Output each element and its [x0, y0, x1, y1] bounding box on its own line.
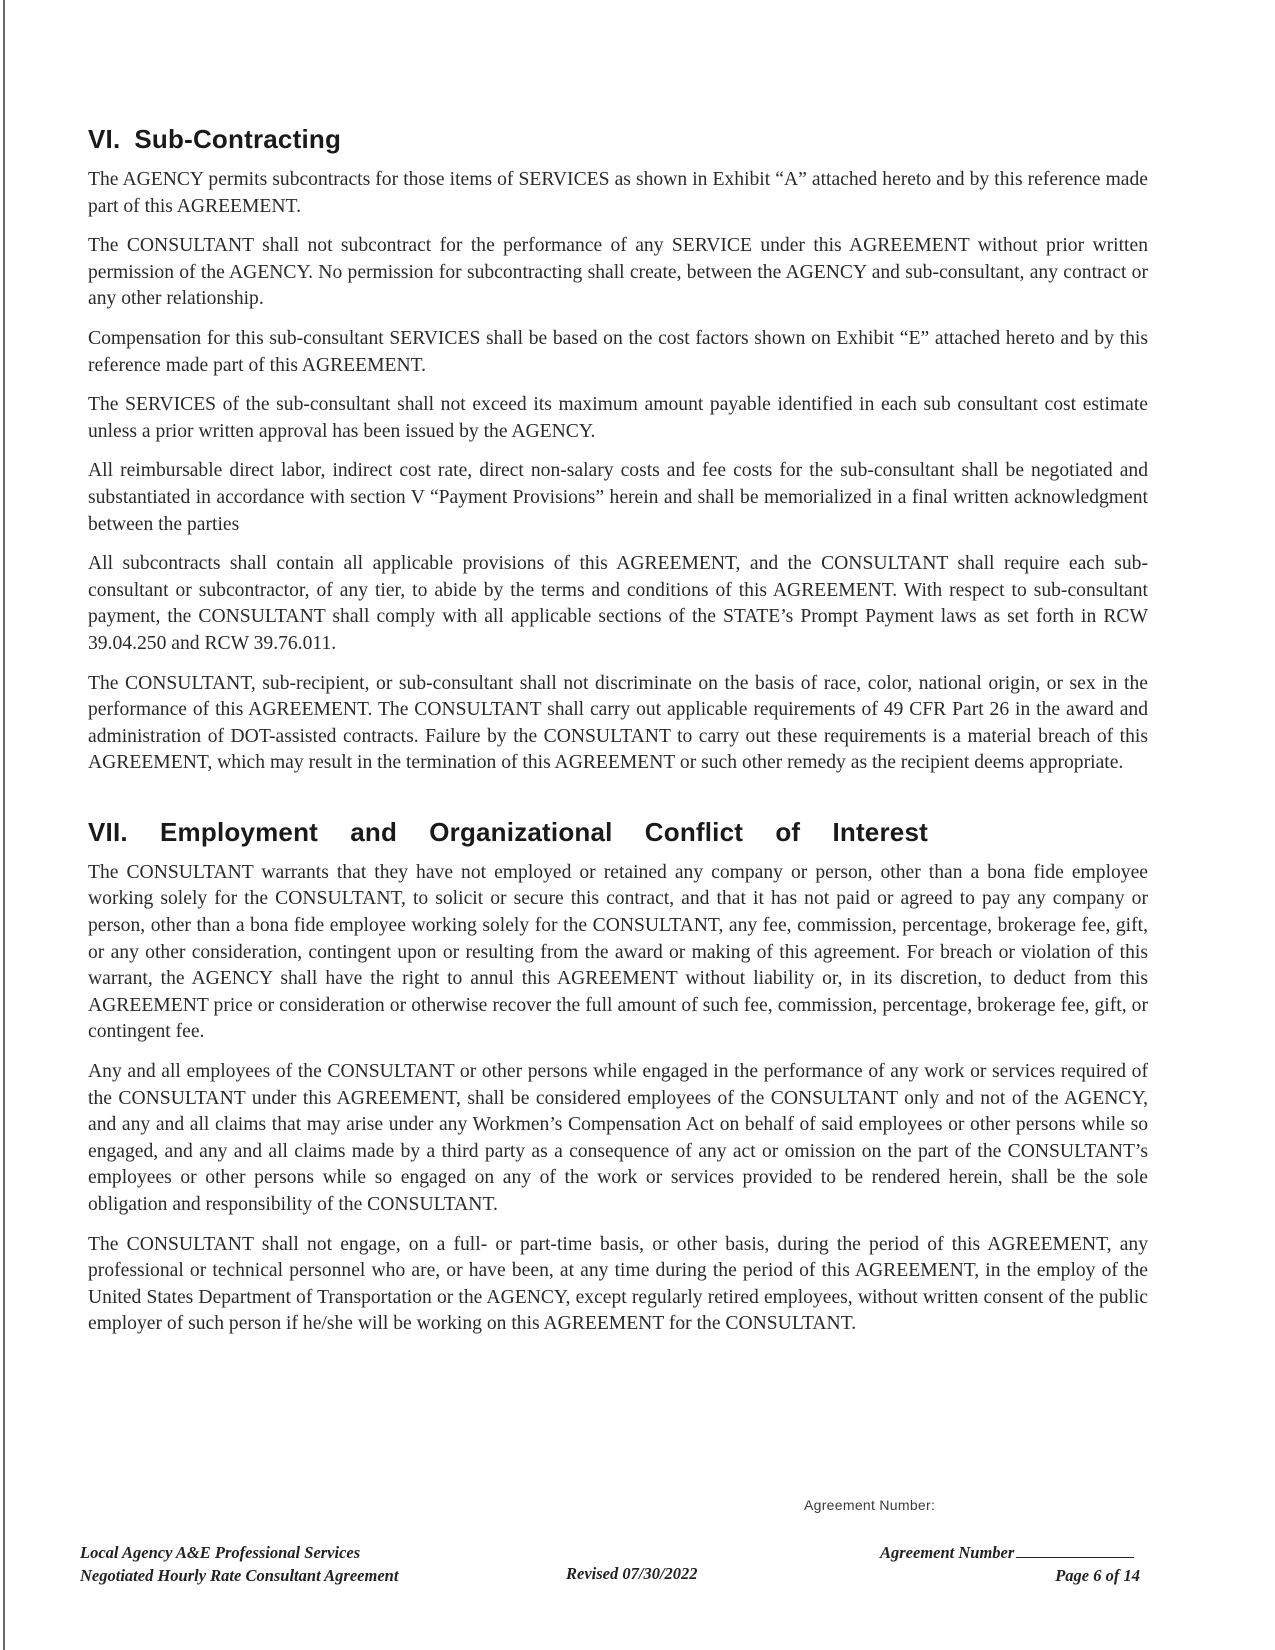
footer-title-line: Negotiated Hourly Rate Consultant Agreement — [80, 1566, 399, 1585]
section-title-word: Employment — [160, 816, 319, 847]
document-body — [88, 124, 1148, 1351]
section-title-word: Conflict — [644, 816, 744, 847]
section-title-word: of — [775, 816, 801, 847]
paragraph: The CONSULTANT shall not subcontract for the performance of any SERVICE under this AGREEMENT without prior written permission of the AGENCY. No permission for subcontracting shall create, between the AGENCY and sub-consultant, any contract or any other relationship. — [88, 235, 1148, 310]
section-heading — [88, 817, 928, 848]
footer-agreement-info — [880, 1541, 1164, 1587]
agreement-number-blank-line — [1016, 1541, 1134, 1558]
paragraph: Compensation for this sub-consultant SERVICES shall be based on the cost factors shown on Exhibit “E” attached hereto and by this reference made part of this AGREEMENT. — [88, 327, 1148, 376]
paragraph: All subcontracts shall contain all applicable provisions of this AGREEMENT, and the CONSULTANT shall require each sub-consultant or subcontractor, of any tier, to abide by the terms and conditions of this AGREEMENT. With respect to sub-consultant payment, the CONSULTANT shall comply with all applicable sections of the STATE’s Prompt Payment laws as set forth in RCW 39.04.250 and RCW 39.76.011. — [88, 553, 1148, 654]
paragraph: The AGENCY permits subcontracts for those items of SERVICES as shown in Exhibit “A” attached hereto and by this reference made part of this AGREEMENT. — [88, 169, 1148, 217]
paragraph: The SERVICES of the sub-consultant shall not exceed its maximum amount payable identified in each sub consultant cost estimate unless a prior written approval has been issued by the AGENCY. — [88, 394, 1148, 442]
section-title: Sub-Contracting — [134, 124, 342, 154]
section-title-word: Interest — [832, 816, 928, 847]
section-number: VII. — [88, 816, 128, 847]
footer-agreement-number-label: Agreement Number — [880, 1543, 1015, 1562]
agreement-number-stamp: Agreement Number: — [804, 1497, 936, 1513]
section-number: VI. — [88, 124, 121, 154]
section-title-word: Organizational — [429, 816, 613, 847]
paragraph: The CONSULTANT warrants that they have not employed or retained any company or person, other than a bona fide employee working solely for the CONSULTANT, to solicit or secure this contract, and that it has not paid or agreed to pay any company or person, other than a bona fide employee working solely for the CONSULTANT, any fee, commission, percentage, brokerage fee, gift, or any other consideration, contingent upon or resulting from the award or making of this agreement. For breach or violation of this warrant, the AGENCY shall have the right to annul this AGREEMENT without liability or, in its discretion, to deduct from this AGREEMENT price or consideration or otherwise recover the full amount of such fee, commission, percentage, brokerage fee, gift, or contingent fee. — [88, 861, 1148, 1043]
paragraph: All reimbursable direct labor, indirect cost rate, direct non-salary costs and fee costs for the sub-consultant shall be negotiated and substantiated in accordance with section V “Payment Provisions” herein and shall be memorialized in a final written acknowledgment between the parties — [88, 460, 1148, 535]
paragraph: The CONSULTANT shall not engage, on a full- or part-time basis, or other basis, during the period of this AGREEMENT, any professional or technical personnel who are, or have been, at any time during the period of this AGREEMENT, in the employ of the United States Department of Transportation or the AGENCY, except regularly retired employees, without written consent of the public employer of such person if he/she will be working on this AGREEMENT for the CONSULTANT. — [88, 1233, 1148, 1335]
paragraph: The CONSULTANT, sub-recipient, or sub-consultant shall not discriminate on the basis of race, color, national origin, or sex in the performance of this AGREEMENT. The CONSULTANT shall carry out applicable requirements of 49 CFR Part 26 in the award and administration of DOT-assisted contracts. Failure by the CONSULTANT to carry out these requirements is a material breach of this AGREEMENT, which may result in the termination of this AGREEMENT or such other remedy as the recipient deems appropriate. — [88, 672, 1148, 774]
section-sub-contracting — [88, 124, 1148, 777]
paragraph: Any and all employees of the CONSULTANT or other persons while engaged in the performance of any work or services required of the CONSULTANT under this AGREEMENT, shall be considered employees of the CONSULTANT only and not of the AGENCY, and any and all claims that may arise under any Workmen’s Compensation Act on behalf of said employees or other persons while so engaged, and any and all claims made by a third party as a consequence of any act or omission on the part of the CONSULTANT’s employees or other persons while so engaged on any of the work or services provided to be rendered herein, shall be the sole obligation and responsibility of the CONSULTANT. — [88, 1061, 1148, 1215]
section-title-word: and — [350, 816, 398, 847]
section-employment-conflict-of-interest — [88, 817, 1148, 1338]
footer-title-line: Local Agency A&E Professional Services — [80, 1543, 361, 1562]
section-heading — [88, 124, 1148, 155]
footer-page-number: Page 6 of 14 — [1055, 1566, 1140, 1585]
footer-revised-date: Revised 07/30/2022 — [566, 1564, 698, 1583]
footer-document-title — [80, 1541, 398, 1587]
page-edge-rule — [3, 0, 5, 1650]
